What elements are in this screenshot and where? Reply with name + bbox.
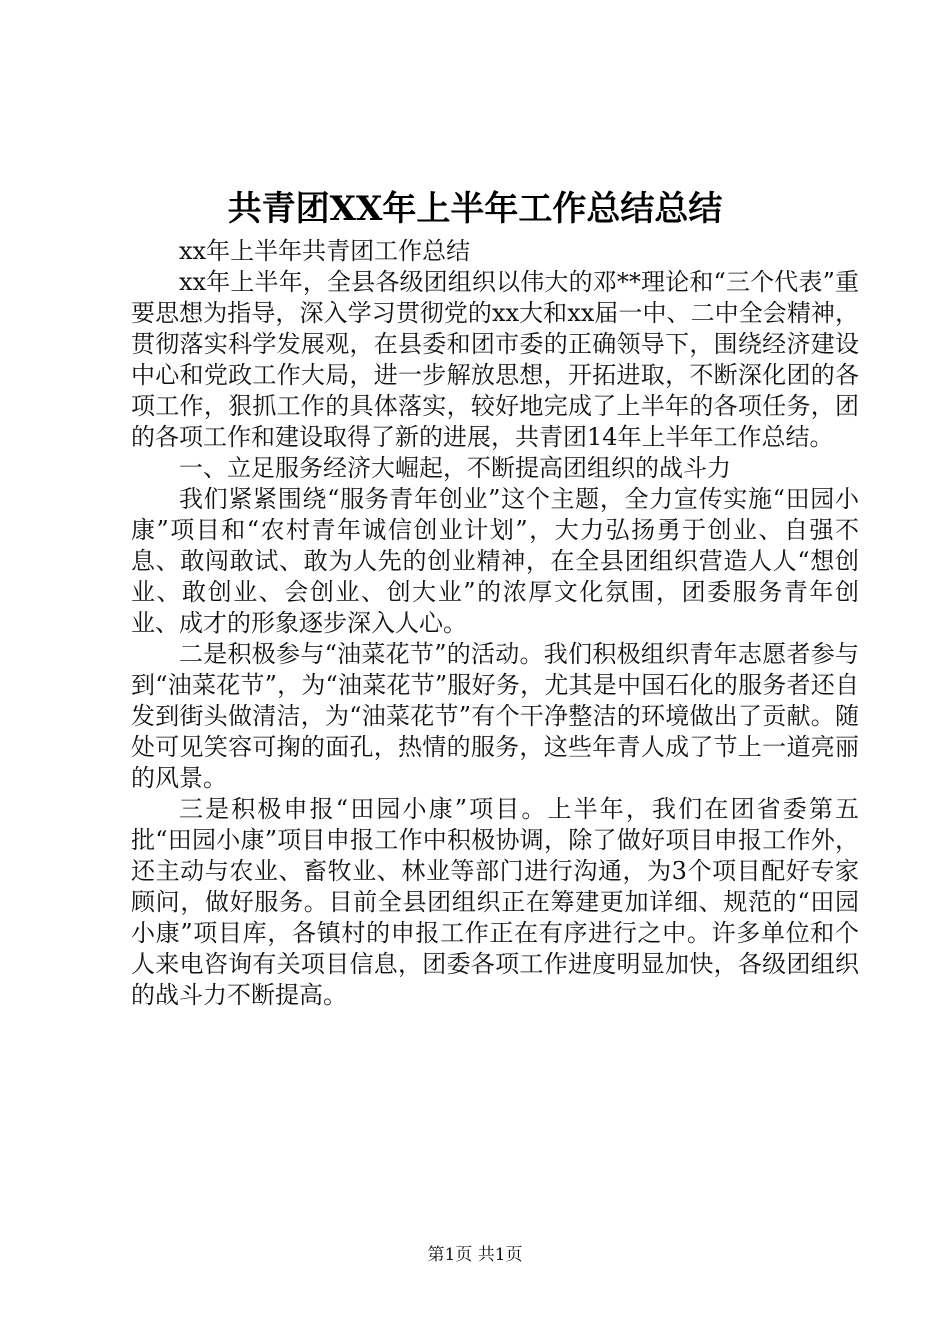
body-paragraph: 二是积极参与“油菜花节”的活动。我们积极组织青年志愿者参与到“油菜花节”，为“油菜花节”服好务，尤其是中国石化的服务者还自发到街头做清洁，为“油菜花节”有个干净整洁的环境做出了贡献。随处可见笑容可掬的面孔，热情的服务，这些年青人成了节上一道亮丽的风景。	[131, 640, 859, 792]
section-heading: 一、立足服务经济大崛起，不断提高团组织的战斗力	[179, 454, 731, 482]
body-paragraph: 三是积极申报“田园小康”项目。上半年，我们在团省委第五批“田园小康”项目申报工作中积极协调，除了做好项目申报工作外，还主动与农业、畜牧业、林业等部门进行沟通，为3个项目配好专家顾问，做好服务。目前全县团组织正在筹建更加详细、规范的“田园小康”项目库，各镇村的申报工作正在有序进行之中。许多单位和个人来电咨询有关项目信息，团委各项工作进度明显加快，各级团组织的战斗力不断提高。	[131, 795, 859, 1009]
document-body	[131, 236, 859, 1011]
body-paragraph: 我们紧紧围绕“服务青年创业”这个主题，全力宣传实施“田园小康”项目和“农村青年诚信创业计划”，大力弘扬勇于创业、自强不息、敢闯敢试、敢为人先的创业精神，在全县团组织营造人人“想创业、敢创业、会创业、创大业”的浓厚文化氛围，团委服务青年创业、成才的形象逐步深入人心。	[131, 485, 859, 637]
subtitle-paragraph: xx年上半年共青团工作总结	[179, 237, 471, 265]
intro-paragraph: xx年上半年，全县各级团组织以伟大的邓**理论和“三个代表”重要思想为指导，深入学习贯彻党的xx大和xx届一中、二中全会精神，贯彻落实科学发展观，在县委和团市委的正确领导下，围绕经济建设中心和党政工作大局，进一步解放思想，开拓进取，不断深化团的各项工作，狠抓工作的具体落实，较好地完成了上半年的各项任务，团的各项工作和建设取得了新的进展，共青团14年上半年工作总结。	[131, 268, 859, 451]
document-title: 共青团XX年上半年工作总结总结	[227, 189, 723, 229]
page-footer: 第1页 共1页	[427, 1245, 523, 1265]
